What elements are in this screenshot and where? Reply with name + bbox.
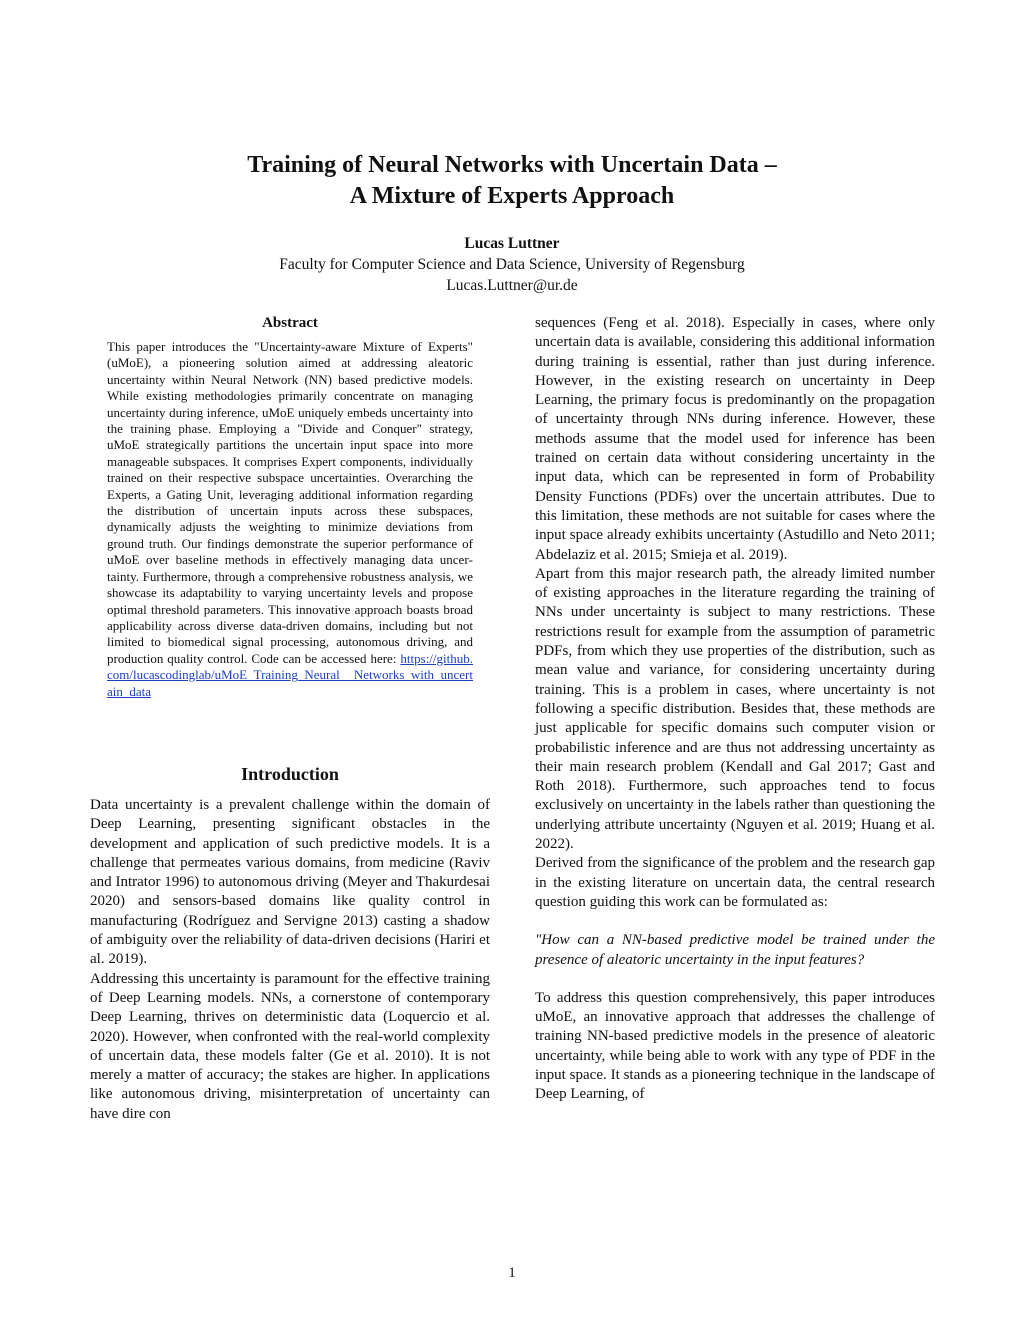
right-paragraph-1: sequences (Feng et al. 2018). Especially in cases, where only uncertain data is available, considering this additional information during training is essential, rather than just during inference. However, in the existing research on uncertainty in Deep Learning, the primary focus is predominantly on the propagation of uncertainty through NNs during inference. However, these methods assume that the model used for inference has been trained on certain data without considering uncertainty in the input data, which can be represented in form of Probability Density Functions (PDFs) over the uncertain attributes. Due to this limitation, these methods are not suitable for cases where the input space already exhibits uncertainty (Astudillo and Neto 2011; Abdelaziz et al. 2015; Smieja et al. 2019). xyxy=(535,315,935,563)
author-affiliation: Faculty for Computer Science and Data Science, University of Regensburg xyxy=(279,256,745,273)
intro-paragraph-2: Addressing this uncertainty is paramount for the effective training of Deep Learning models. NNs, a cornerstone of contemporary Deep Learning, thrives on deterministic data (Loquercio et al. 2020). However, when confronted with the real-world complexity of uncertain data, these models falter (Ge et al. 2010). It is not merely a matter of accuracy; the stakes are higher. In applications like autonomous driving, misinterpretation of uncertainty can have dire con xyxy=(90,970,490,1122)
author-email: Lucas.Luttner@ur.de xyxy=(446,277,578,294)
abstract-text: This paper introduces the "Uncertainty-aware Mixture of Experts" (uMoE), a pioneering solution aimed at addressing aleatoric uncertainty within Neural Network (NN) based predictive models. While existing methodologies primarily concentrate on managing uncertainty during inference, uMoE uniquely embeds uncertainty into the training phase. Employing a "Divide and Conquer" strategy, uMoE strategically partitions the uncertain input space into more manageable subspaces. It comprises Expert components, individually trained on their respective subspace uncertainties. Overarching the Experts, a Gating Unit, leveraging additional information regarding the distribution of uncertain inputs across these subspaces, dynamically adjusts the weighting to minimize deviations from ground truth. Our findings demonstrate the superior performance of uMoE over baseline methods in effectively managing data uncertainty. Furthermore, through a comprehensive robustness analysis, we showcase its adaptability to varying uncertainty levels and propose optimal threshold parameters. This innovative approach boasts broad applicability across diverse data-driven domains, including but not limited to biomedical signal processing, autonomous driving, and production quality control. Code can be accessed here: xyxy=(107,339,473,666)
code-link[interactable]: https://github.com/lucascodinglab/uMoE_Training_Neural_ Networks_with_uncertain_data xyxy=(107,650,473,699)
title-line-1: Training of Neural Networks with Uncertain Data – xyxy=(247,152,777,178)
right-paragraph-3: Derived from the significance of the problem and the research gap in the existing literature on uncertain data, the central research question guiding this work can be formulated as: xyxy=(535,855,935,910)
abstract-body xyxy=(107,339,473,700)
right-column xyxy=(535,314,935,1105)
page-number: 1 xyxy=(508,1265,516,1281)
research-question: "How can a NN-based predictive model be trained under the presence of aleatoric uncertainty in the input features? xyxy=(535,932,935,968)
author-name: Lucas Luttner xyxy=(464,235,560,252)
intro-paragraph-1: Data uncertainty is a prevalent challenge within the domain of Deep Learning, presenting significant obstacles in the development and application of such predictive models. It is a challenge that permeates various domains, from medicine (Raviv and Intrator 1996) to autonomous driving (Meyer and Thakurdesai 2020) and sensors-based domains like quality control in manufacturing (Rodríguez and Servigne 2013) casting a shadow of ambiguity over the reliability of data-driven decisions (Hariri et al. 2019). xyxy=(90,796,490,968)
title-line-2: A Mixture of Experts Approach xyxy=(349,183,675,209)
left-column xyxy=(90,313,490,1124)
author-block xyxy=(0,233,1024,296)
introduction-heading: Introduction xyxy=(241,763,339,784)
paper-title xyxy=(0,150,1024,212)
right-paragraph-4: To address this question comprehensively, this paper introduces uMoE, an innovative approach that addresses the challenge of training NN-based predictive models in the presence of aleatoric uncertainty, while being able to work with any type of PDF in the input space. It stands as a pioneering technique in the landscape of Deep Learning, of xyxy=(535,989,935,1103)
right-paragraph-2: Apart from this major research path, the already limited number of existing approaches in the literature regarding the training of NNs under uncertainty is subject to many restrictions. These restrictions result for example from the assumption of parametric PDFs, from which they use properties of the distribution, such as mean value and variance, for considering uncertainty during training. This is a problem in cases, where uncertainty is not following a specific distribution. Besides that, these methods are just applicable for specific domains such computer vision or probabilistic inference and are thus not addressing uncertainty as their main research problem (Kendall and Gal 2017; Gast and Roth 2018). Furthermore, such approaches tend to focus exclusively on uncertainty in the labels rather than questioning the underlying attribute uncertainty (Nguyen et al. 2019; Huang et al. 2022). xyxy=(535,565,935,853)
abstract-heading: Abstract xyxy=(262,315,318,331)
